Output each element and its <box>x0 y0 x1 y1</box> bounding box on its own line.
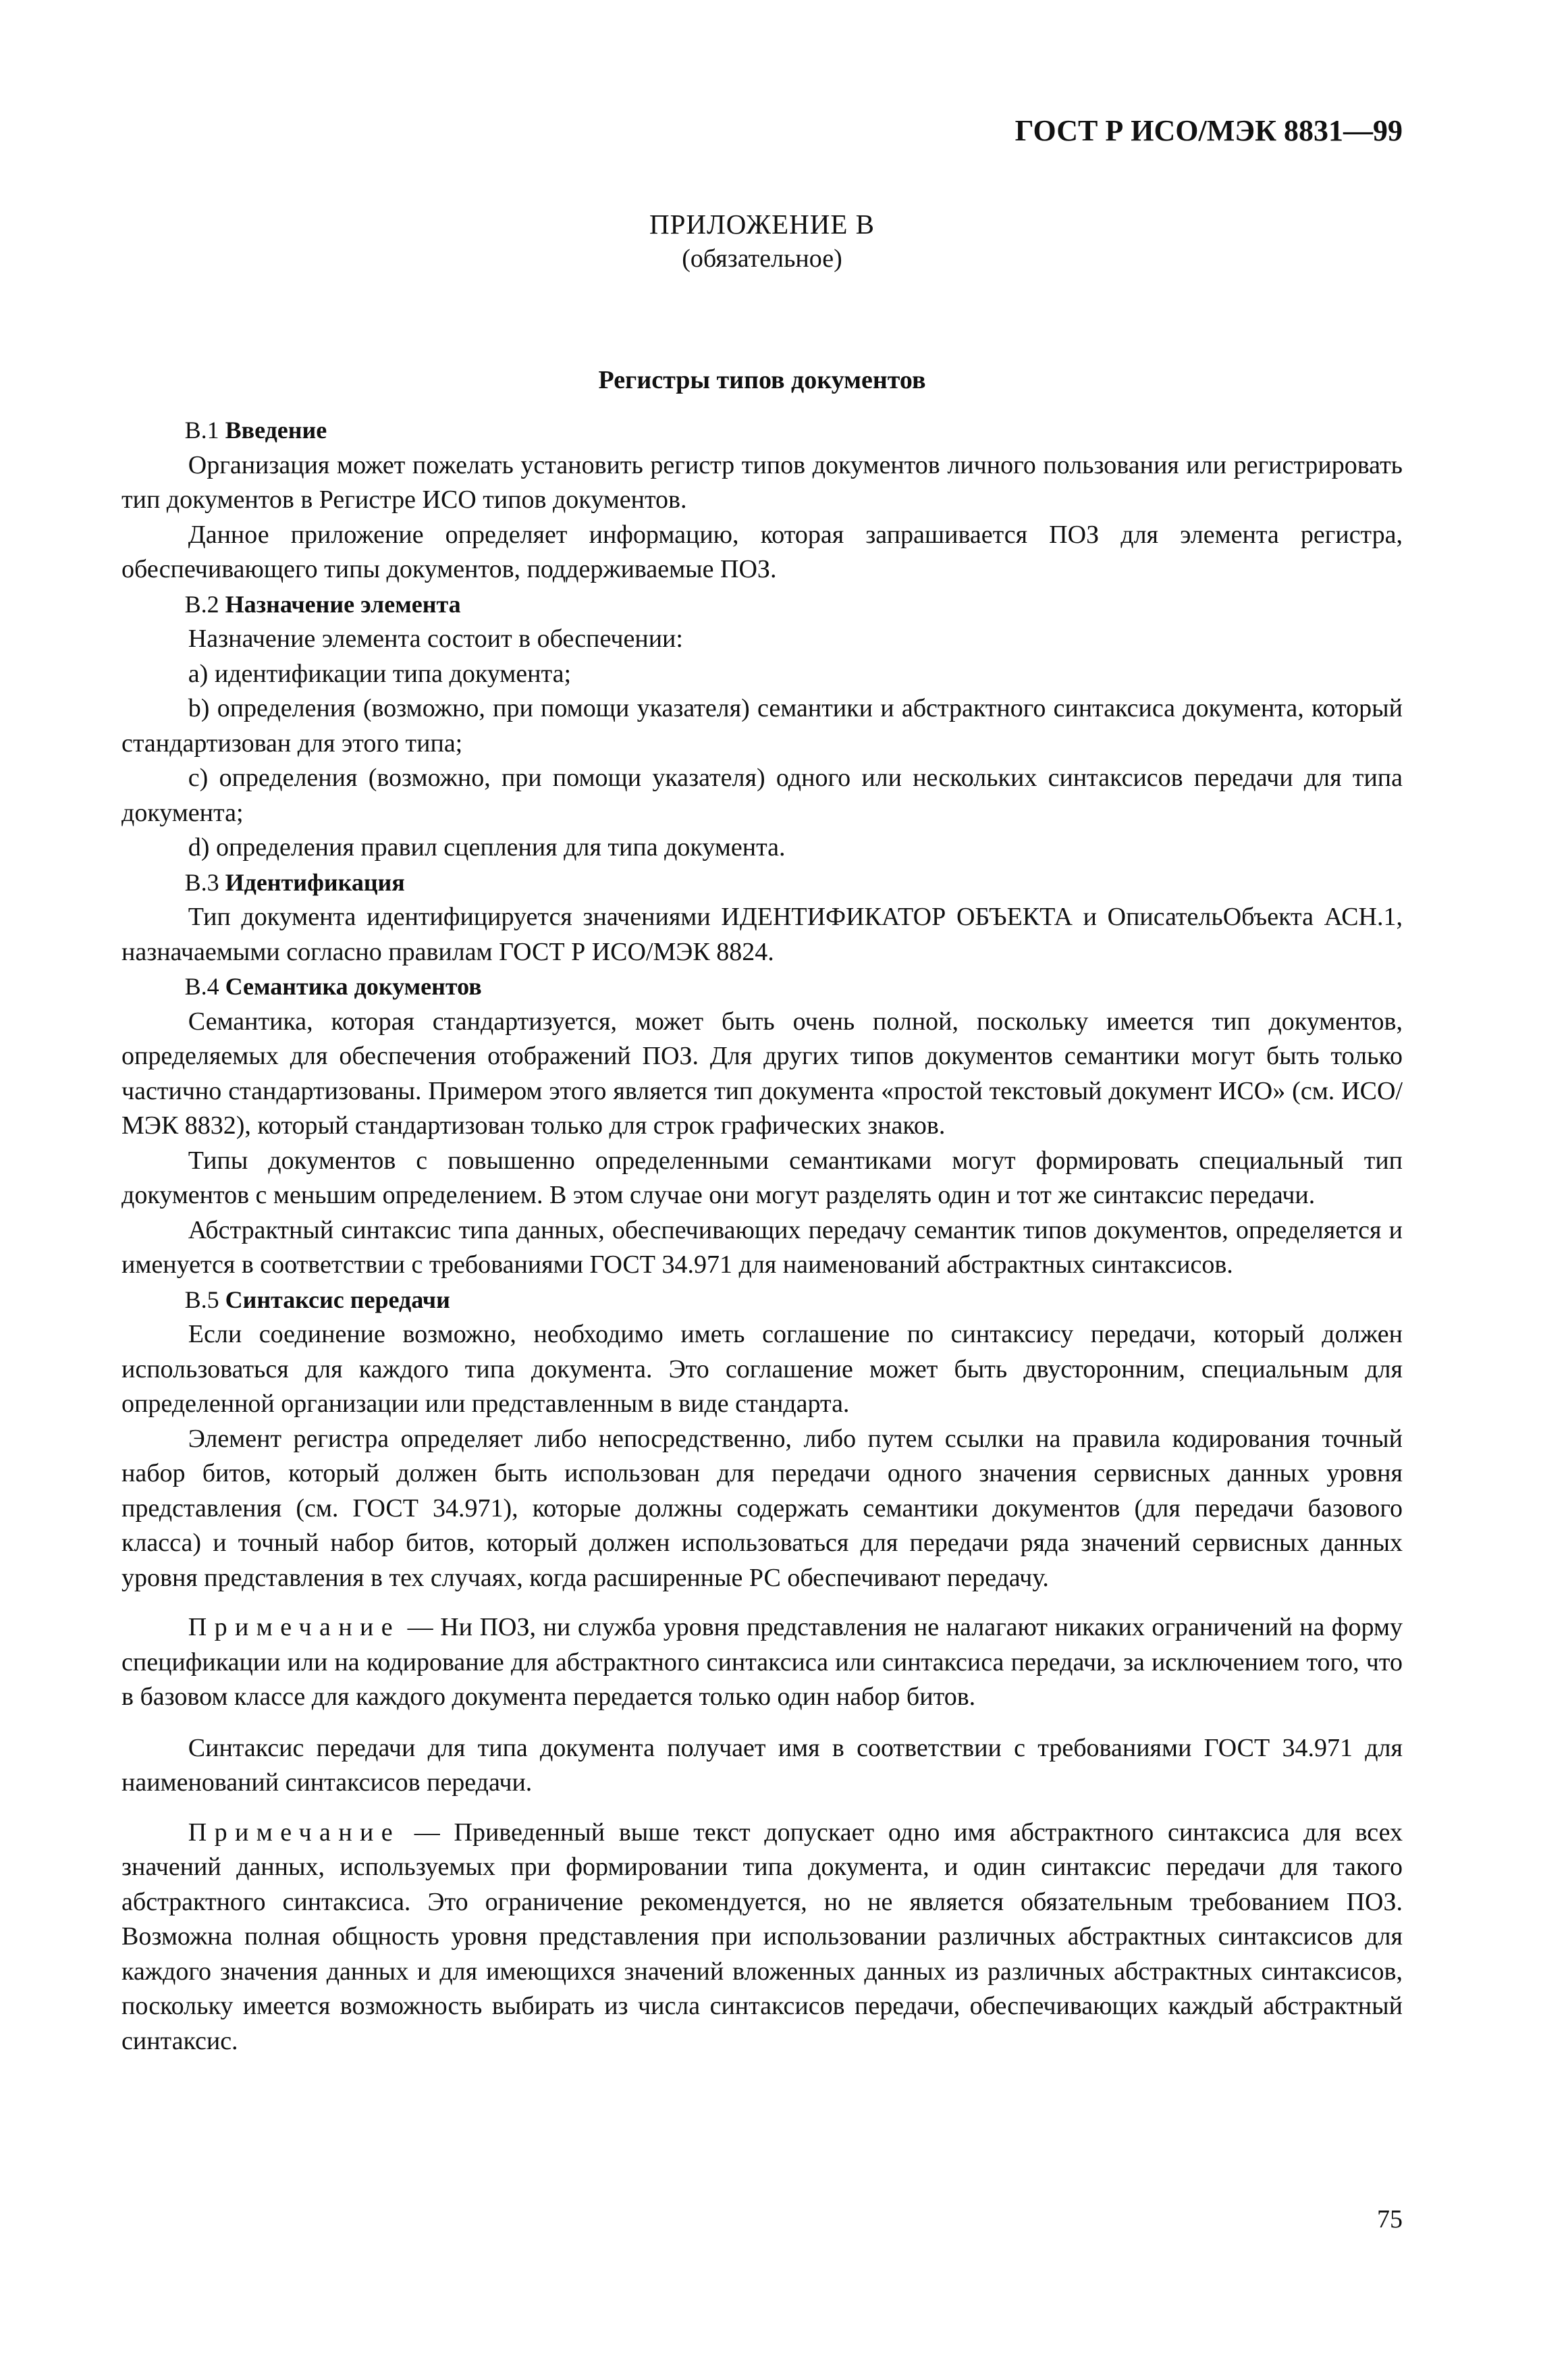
note-2 <box>121 1816 1403 2059</box>
section-number: В.5 <box>184 1286 219 1313</box>
list-item: d) определения правил сцепления для типа документа. <box>188 833 786 862</box>
appendix-subtitle: (обязательное) <box>682 244 842 273</box>
note-label: Примечание <box>188 1818 401 1847</box>
paragraph: Тип документа идентифицируется значениями ИДЕНТИФИКАТОР ОБЪЕКТА и ОписательОбъекта АСН.1, назначаемыми согласно правилам ГОСТ Р ИСО/МЭК 8824. <box>121 903 1403 966</box>
section-number: В.4 <box>184 973 219 1000</box>
section-heading-b5 <box>121 1283 1403 1318</box>
section-heading-text: Идентификация <box>225 868 405 896</box>
paragraph: Назначение элемента состоит в обеспечении: <box>188 625 683 653</box>
page-number: 75 <box>1377 2205 1403 2233</box>
section-heading-text: Семантика документов <box>225 973 482 1000</box>
paragraph: Семантика, которая стандартизуется, может быть очень полной, поскольку имеется тип документов, определяемых для обеспечения отображений ПОЗ. Для других типов документов семантики могут быть только частично стандартизованы. Примером этого является тип документа «простой текстовый документ ИСО» (см. ИСО/МЭК 8832), который стандартизован только для строк графических знаков. <box>121 1007 1403 1140</box>
paragraph: Элемент регистра определяет либо непосредственно, либо путем ссылки на правила кодирования точный набор битов, который должен быть использован для передачи одного значения сервисных данных уровня представления (см. ГОСТ 34.971), которые должны содержать семантики документов (для передачи базового класса) и точный набор битов, который должен использоваться для передачи ряда значений сервисных данных уровня представления в тех случаях, когда расширенные РС обеспечивают передачу. <box>121 1424 1403 1592</box>
section-number: В.3 <box>184 868 219 896</box>
note-text: — Ни ПОЗ, ни служба уровня представления не налагают никаких ограничений на форму спецификации или на кодирование для абстрактного синтаксиса или синтаксиса передачи, за исключением того, что в базовом классе для каждого документа передается только один набор битов. <box>121 1613 1403 1711</box>
paragraph: Абстрактный синтаксис типа данных, обеспечивающих передачу семантик типов документов, определяется и именуется в соответствии с требованиями ГОСТ 34.971 для наименований абстрактных синтаксисов. <box>121 1215 1403 1279</box>
note-1 <box>121 1610 1403 1715</box>
list-item: b) определения (возможно, при помощи указателя) семантики и абстрактного синтаксиса документа, который стандартизован для этого типа; <box>121 694 1403 758</box>
section-number: В.2 <box>184 590 219 618</box>
paragraph: Организация может пожелать установить регистр типов документов личного пользования или регистрировать тип документов в Регистре ИСО типов документов. <box>121 450 1403 514</box>
list-item: c) определения (возможно, при помощи указателя) одного или нескольких синтаксисов передачи для типа документа; <box>121 764 1403 827</box>
paragraph: Если соединение возможно, необходимо иметь соглашение по синтаксису передачи, который должен использоваться для каждого типа документа. Это соглашение может быть двусторонним, специальным для определенной организации или представленным в виде стандарта. <box>121 1320 1403 1418</box>
paragraph: Типы документов с повышенно определенными семантиками могут формировать специальный тип документов с меньшим определением. В этом случае они могут разделять один и тот же синтаксис передачи. <box>121 1146 1403 1209</box>
appendix-title: ПРИЛОЖЕНИЕ В <box>649 209 875 240</box>
note-label: Примечание <box>188 1613 401 1641</box>
standard-code: ГОСТ Р ИСО/МЭК 8831—99 <box>1015 114 1403 147</box>
paragraph: Данное приложение определяет информацию, которая запрашивается ПОЗ для элемента регистра, обеспечивающего типы документов, поддерживаемые ПОЗ. <box>121 520 1403 583</box>
list-item: a) идентификации типа документа; <box>188 659 571 688</box>
section-heading-text: Синтаксис передачи <box>225 1286 450 1313</box>
paragraph: Синтаксис передачи для типа документа получает имя в соответствии с требованиями ГОСТ 34.971 для наименований синтаксисов передачи. <box>121 1733 1403 1797</box>
section-heading-b1 <box>121 413 1403 448</box>
section-number: В.1 <box>184 417 219 444</box>
section-heading-text: Введение <box>225 417 327 444</box>
section-heading-b4 <box>121 970 1403 1005</box>
document-title: Регистры типов документов <box>598 366 926 394</box>
section-heading-text: Назначение элемента <box>225 590 461 618</box>
note-text: — Приведенный выше текст допускает одно имя абстрактного синтаксиса для всех значений данных, используемых при формировании типа документа, и один синтаксис передачи для такого абстрактного синтаксиса. Это ограничение рекомендуется, но не является обязательным требованием ПОЗ. Возможна полная общность уровня представления при использовании различных абстрактных синтаксисов для каждого значения данных и для имеющихся значений вложенных данных из различных абстрактных синтаксисов, поскольку имеется возможность выбирать из числа синтаксисов передачи, обеспечивающих каждый абстрактный синтаксис. <box>121 1818 1403 2055</box>
section-heading-b2 <box>121 587 1403 623</box>
section-heading-b3 <box>121 866 1403 901</box>
